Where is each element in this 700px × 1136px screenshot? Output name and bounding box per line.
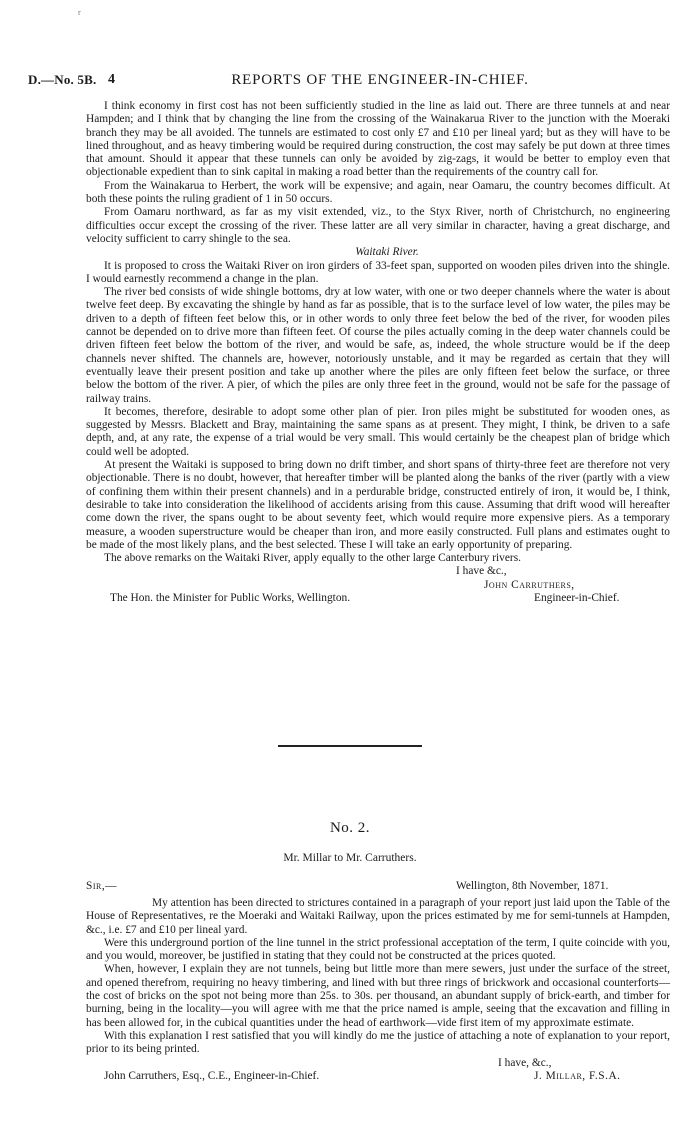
letter-paragraph: With this explanation I rest satisfied that you will kindly do me the justice of attaching a note of explanation to your report, prior to its being printed. (86, 1029, 670, 1056)
report-body (86, 100, 670, 605)
letter-closing: I have, &c., (498, 1056, 552, 1069)
report-closing: I have &c., (456, 565, 507, 578)
report-paragraph: It is proposed to cross the Waitaki River on iron girders of 33-feet span, supported on wooden piles driven into the shingle. I would earnestly recommend a change in the plan. (86, 259, 670, 285)
letter-number: No. 2. (329, 820, 371, 836)
header-title: REPORTS OF THE ENGINEER-IN-CHIEF. (231, 72, 529, 88)
report-closing-row (86, 565, 670, 578)
letter-signatory: J. Millar, F.S.A. (534, 1069, 621, 1082)
report-addressee: The Hon. the Minister for Public Works, Wellington. (110, 591, 351, 604)
report-signatory-title: Engineer-in-Chief. (534, 591, 620, 604)
page-number: 4 (108, 72, 115, 87)
letter-signature-row (86, 1070, 670, 1083)
letter-to-line: Mr. Millar to Mr. Carruthers. (283, 852, 417, 864)
letter-paragraph: When, however, I explain they are not tunnels, being but little more than mere sewers, just under the surface of the street, and opened therefrom, requiring no heavy timbering, and lined with but three rings of brickwork and occasional counterforts—the cost of bricks on the spot not being more than 25s. to 30s. per thousand, an abundant supply of brick-earth, and timber for burning, being in the locality—you will agree with me that the price named is ample, seeing that the excavation and filling in has been allowed for, in the cubical quantities under the head of earthwork—vide first item of my approximate estimate. (86, 963, 670, 1029)
report-addressee-row (86, 592, 670, 605)
report-signatory-row (86, 579, 670, 592)
running-header (28, 72, 672, 92)
report-paragraph: From the Wainakarua to Herbert, the work will be expensive; and again, near Oamaru, the country becomes difficult. At both these points the ruling gradient of 1 in 50 occurs. (86, 179, 670, 206)
report-paragraph: The river bed consists of wide shingle bottoms, dry at low water, with one or two deeper channels where the water is about twelve feet deep. By excavating the shingle by hand as far as possible, that is to the surface level of low water, the piles may be driven to a depth of fifteen feet below this, or in other words to only three feet below the bed of the river, for wooden piles cannot be depended on to drive more than fifteen feet. Of course the piles actually coming in the deep water channels could be driven fifteen feet below the bottom of the river, and would be safe, as, indeed, the whole structure would be if the deep channels never shifted. The channels are, however, notoriously unstable, and it may be regarded as certain that they will eventually leave their present position and take up another where the piles are only fifteen feet below the surface, or three below the bottom of the river. A pier, of which the piles are only three feet in the ground, would not be safe for the passage of railway trains. (86, 286, 670, 405)
letter-paragraph: Were this underground portion of the line tunnel in the strict professional acceptation of the term, I quite coincide with you, and you would, moreover, be justified in stating that they could not be constructed at the prices quoted. (86, 936, 670, 963)
report-paragraph: From Oamaru northward, as far as my visit extended, viz., to the Styx River, north of Christchurch, no engineering difficulties occur except the crossing of the river. These latter are all very similar in character, having a great discharge, and velocity sufficient to carry shingle to the sea. (86, 206, 670, 245)
letter-body (86, 880, 670, 1083)
report-paragraph: I think economy in first cost has not been sufficiently studied in the line as laid out. There are three tunnels at and near Hampden; and I think that by changing the line from the crossing of the Wainakarua River to the junction with the Moeraki branch they may be all avoided. The tunnels are estimated to cost only £7 and £10 per lineal yard; but as they will have to be lined throughout, and as heavy timbering would be required during construction, the cost may safely be put down at three times that amount. Should it appear that these tunnels can only be avoided by zig-zags, it would be better to employ even that objectionable expedient than to sink capital in making a road better than the requirements of the country call for. (86, 100, 670, 179)
salutation-row (86, 880, 670, 897)
section-heading: Waitaki River. (355, 246, 419, 259)
report-signatory: John Carruthers, (484, 578, 575, 591)
letter-paragraph: My attention has been directed to strictures contained in a paragraph of your report just laid upon the Table of the House of Representatives, re the Moeraki and Waitaki Railway, upon the prices estimated by me for semi-tunnels at Hampden, &c., i.e. £7 and £10 per lineal yard. (86, 897, 670, 936)
place-date: Wellington, 8th November, 1871. (456, 880, 609, 892)
report-paragraph: At present the Waitaki is supposed to bring down no drift timber, and short spans of thirty-three feet are therefore not very objectionable. There is no doubt, however, that hereafter timber will be planted along the banks of the river (partly with a view of confining them within their present channels) and in a perdurable bridge, constructed entirely of iron, it would be, I think, desirable to take into consideration the likelihood of accidents arising from this cause. Assuming that drift wood will hereafter come down the river, the spans ought to be about seventy feet, which would require more expensive piers. As a temporary measure, a wooden superstructure would be cheaper than iron, and more easily constructed. Full plans and estimates ought to be made of the most likely plans, and the best selected. These I will take an early opportunity of preparing. (86, 459, 670, 551)
letter-closing-row (86, 1057, 670, 1070)
report-paragraph: It becomes, therefore, desirable to adopt some other plan of pier. Iron piles might be substituted for wooden ones, as suggested by Messrs. Blackett and Bray, maintaining the same spans as at present. They might, I think, be driven to a safe depth, and, at any rate, the expense of a trial would be very small. This would certainly be the cheapest plan of bridge which could well be adopted. (86, 405, 670, 458)
letter-recipient: John Carruthers, Esq., C.E., Engineer-in-Chief. (104, 1069, 320, 1082)
doc-number: D.—No. 5B. (28, 72, 97, 87)
page-mark: r (78, 8, 81, 17)
section-divider (278, 745, 422, 747)
salutation: Sir,— (86, 880, 118, 892)
report-paragraph: The above remarks on the Waitaki River, apply equally to the other large Canterbury rivers. (104, 552, 521, 565)
